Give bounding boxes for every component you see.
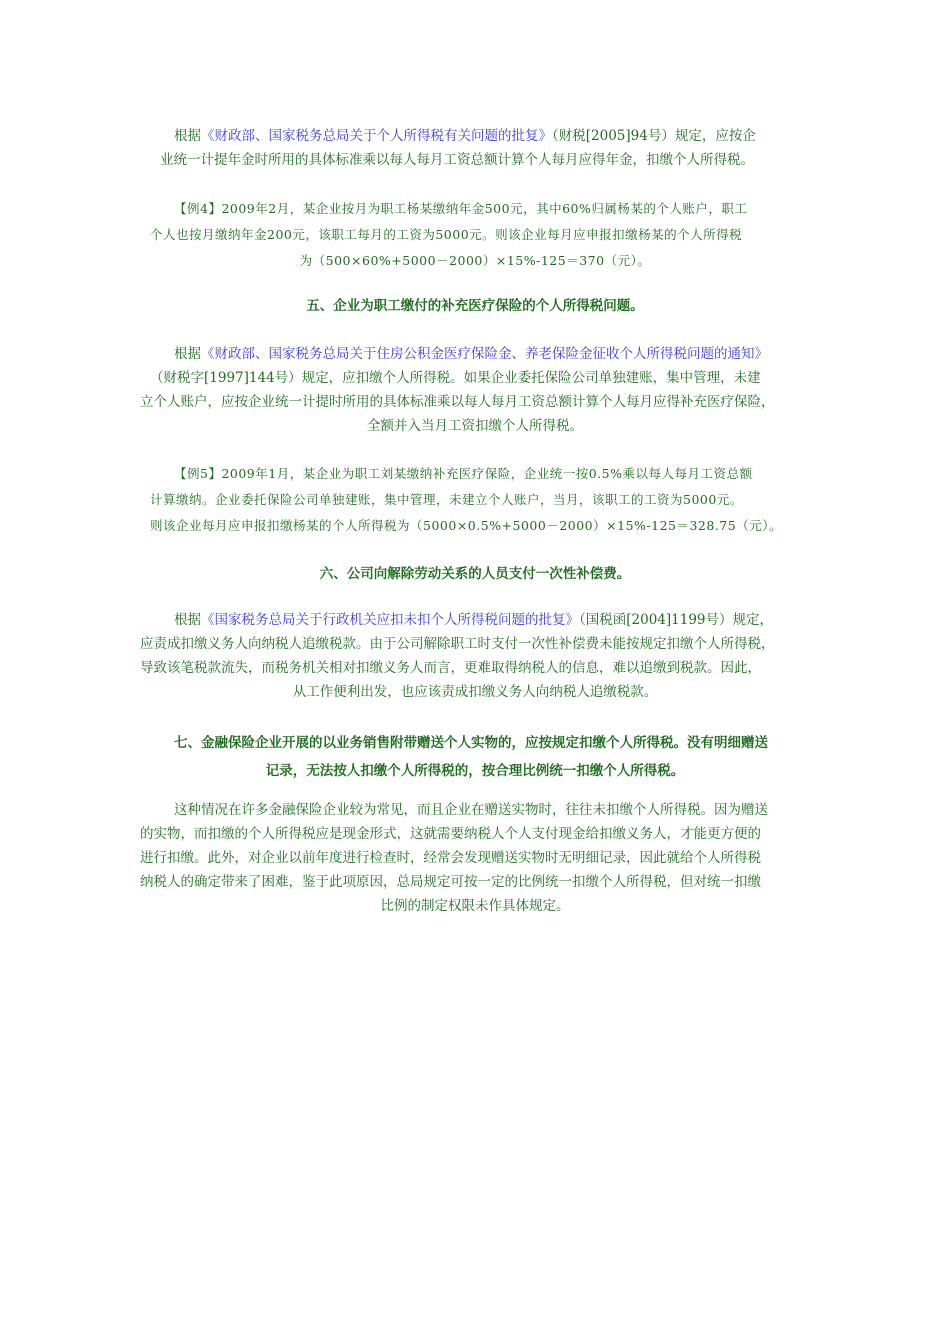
- document-link[interactable]: 《财政部、国家税务总局关于住房公积金医疗保险金、养老保险金征收个人所得税问题的通知》: [201, 346, 768, 362]
- paragraph-line: 导致该笔税款流失，而税务机关相对扣缴义务人而言，更难取得纳税人的信息，难以追缴到税款。因此，: [140, 660, 761, 676]
- section-heading-5: 五、企业为职工缴付的补充医疗保险的个人所得税问题。: [306, 298, 644, 314]
- document-link[interactable]: 《国家税务总局关于行政机关应扣未扣个人所得税问题的批复》: [201, 612, 579, 628]
- section-heading-7: 七、金融保险企业开展的以业务销售附带赠送个人实物的，应按规定扣缴个人所得税。没有明细赠送 记录，无法按人扣缴个人所得税的，按合理比例统一扣缴个人所得税。: [174, 735, 768, 779]
- paragraph-line: 业统一计提年金时所用的具体标准乘以每人每月工资总额计算个人每月应得年金，扣缴个人所得税。: [160, 152, 754, 168]
- example-line: 计算缴纳。企业委托保险公司单独建账，集中管理，未建立个人账户，当月，该职工的工资为5000元。: [150, 492, 743, 507]
- example-5: [140, 461, 810, 539]
- paragraph-gifts: [140, 798, 810, 918]
- paragraph-line: 根据《国家税务总局关于行政机关应扣未扣个人所得税问题的批复》（国税函[2004]1199号）规定，: [174, 612, 773, 628]
- paragraph-severance: [140, 608, 810, 704]
- paragraph-line: 应责成扣缴义务人向纳税人追缴税款。由于公司解除职工时支付一次性补偿费未能按规定扣缴个人所得税，: [140, 636, 775, 652]
- paragraph-line: 比例的制定权限未作具体规定。: [380, 898, 570, 914]
- paragraph-line: 纳税人的确定带来了困难，鉴于此项原因，总局规定可按一定的比例统一扣缴个人所得税，但对统一扣缴: [140, 874, 761, 890]
- paragraph-line: 进行扣缴。此外，对企业以前年度进行检查时，经常会发现赠送实物时无明细记录，因此就给个人所得税: [140, 850, 761, 866]
- paragraph-line: 根据《财政部、国家税务总局关于个人所得税有关问题的批复》（财税[2005]94号）规定，应按企: [174, 128, 756, 144]
- paragraph-line: （财税字[1997]144号）规定，应扣缴个人所得税。如果企业委托保险公司单独建账，集中管理，未建: [150, 370, 761, 386]
- document-link[interactable]: 《财政部、国家税务总局关于个人所得税有关问题的批复》: [201, 128, 552, 144]
- paragraph-line: 的实物，而扣缴的个人所得税应是现金形式，这就需要纳税人个人支付现金给扣缴义务人，才能更方便的: [140, 826, 761, 842]
- paragraph-line: 全额并入当月工资扣缴个人所得税。: [367, 418, 583, 434]
- example-line: 个人也按月缴纳年金200元，该职工每月的工资为5000元。则该企业每月应申报扣缴杨某的个人所得税: [150, 227, 743, 242]
- example-line: 【例5】2009年1月，某企业为职工刘某缴纳补充医疗保险，企业统一按0.5%乘以每人每月工资总额: [174, 466, 753, 481]
- paragraph-annuity: [140, 124, 810, 172]
- paragraph-medical-insurance: [140, 342, 810, 438]
- example-line: 为（500×60%+5000－2000）×15%-125＝370（元）。: [299, 253, 651, 268]
- paragraph-line: 这种情况在许多金融保险企业较为常见，而且企业在赠送实物时，往往未扣缴个人所得税。因为赠送: [174, 802, 768, 818]
- paragraph-line: 根据《财政部、国家税务总局关于住房公积金医疗保险金、养老保险金征收个人所得税问题的通知》: [174, 346, 768, 362]
- example-line: 【例4】2009年2月，某企业按月为职工杨某缴纳年金500元，其中60%归属杨某的个人账户，职工: [174, 201, 748, 216]
- example-line: 则该企业每月应申报扣缴杨某的个人所得税为（5000×0.5%+5000－2000）×15%-125＝328.75（元）。: [150, 518, 782, 533]
- paragraph-line: 从工作便利出发，也应该责成扣缴义务人向纳税人追缴税款。: [292, 684, 658, 700]
- example-4: [140, 196, 810, 274]
- section-heading-6: 六、公司向解除劳动关系的人员支付一次性补偿费。: [319, 566, 631, 582]
- paragraph-line: 立个人账户，应按企业统一计提时所用的具体标准乘以每人每月工资总额计算个人每月应得补充医疗保险，: [140, 394, 775, 410]
